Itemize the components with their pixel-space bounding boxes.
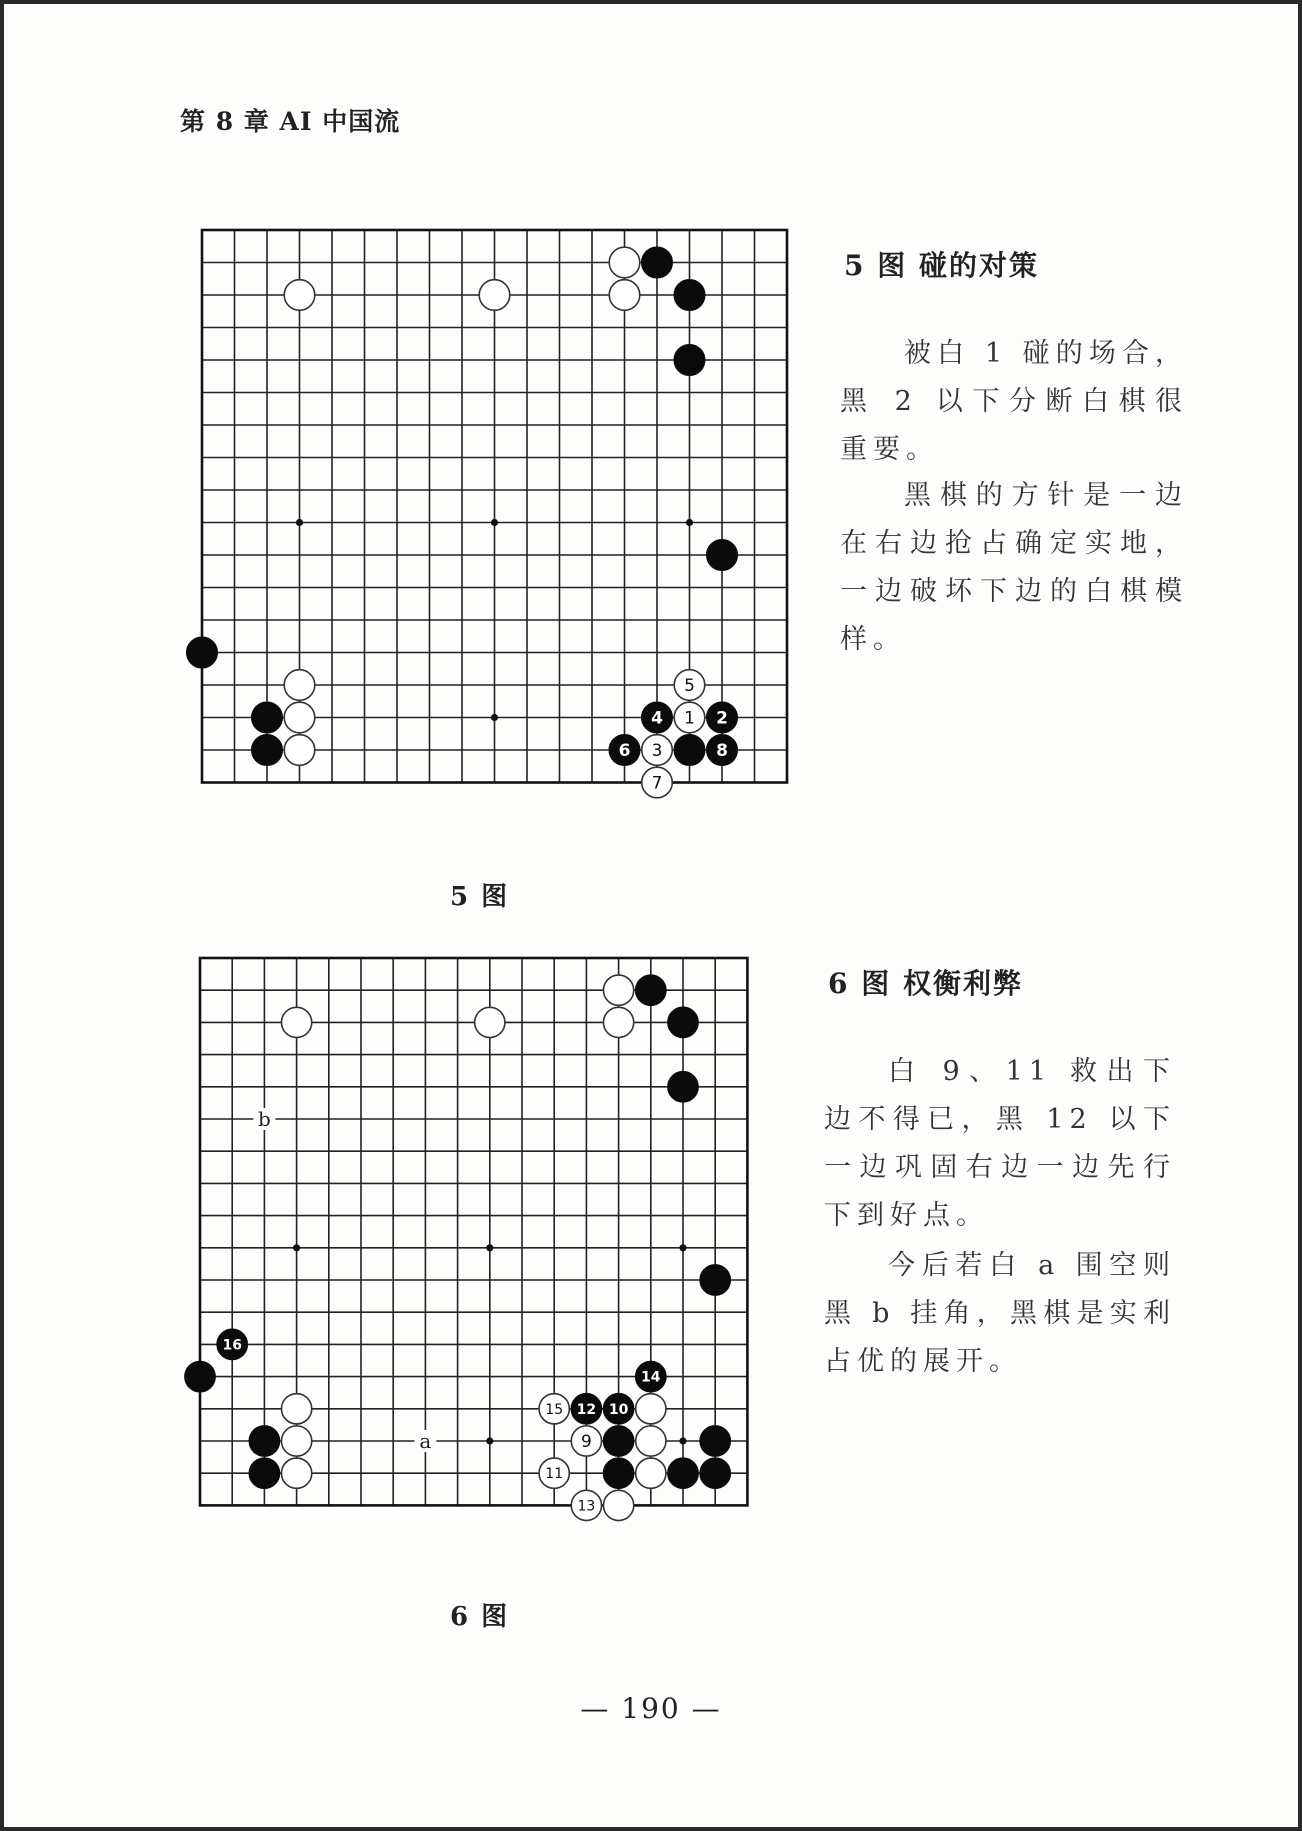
move-number-label: 12 [576, 1401, 597, 1418]
white-stone [636, 1458, 666, 1488]
black-stone [636, 975, 666, 1005]
move-number-label: 10 [608, 1401, 629, 1418]
star-point [491, 714, 498, 721]
figure-5-paragraph-1: 被白 1 碰的场合，黑 2 以下分断白棋很重要。 [840, 338, 1188, 465]
move-number-label: 14 [641, 1369, 661, 1386]
move-number-label: 15 [545, 1401, 564, 1418]
black-stone [674, 735, 705, 766]
move-number-label: 4 [651, 708, 663, 729]
black-stone [642, 247, 673, 278]
white-stone [281, 1426, 311, 1456]
white-stone-move-11 [539, 1458, 569, 1488]
figure-6-paragraph-2: 今后若白 a 围空则黑 b 挂角，黑棋是实利占优的展开。 [824, 1250, 1176, 1377]
black-stone [700, 1265, 730, 1295]
black-stone [187, 637, 218, 668]
marker-label: a [419, 1429, 432, 1453]
white-stone [475, 1007, 505, 1037]
white-stone [284, 670, 315, 701]
black-stone [252, 735, 283, 766]
white-stone-move-7 [642, 767, 673, 798]
move-number-label: 6 [618, 741, 631, 762]
black-stone [249, 1426, 279, 1456]
white-stone-move-5 [674, 670, 705, 701]
star-point [486, 1437, 493, 1444]
star-point [686, 519, 693, 526]
white-stone [281, 1007, 311, 1037]
black-stone-move-6 [609, 735, 640, 766]
figure-caption-5: 5 图 [450, 882, 510, 912]
white-stone-move-1 [674, 702, 705, 733]
white-stone [609, 247, 640, 278]
move-number-label: 13 [577, 1498, 596, 1515]
star-point [679, 1437, 686, 1444]
white-stone-move-15 [539, 1394, 569, 1424]
white-stone [281, 1458, 311, 1488]
figure-6-paragraph-1: 白 9、11 救出下边不得已，黑 12 以下一边巩固右边一边先行下到好点。 [824, 1056, 1176, 1231]
board-marker-a [414, 1429, 436, 1453]
black-stone [252, 702, 283, 733]
move-number-label: 16 [222, 1337, 242, 1354]
figure-heading-6: 6 图 权衡利弊 [828, 967, 1023, 1000]
move-number-label: 3 [651, 741, 663, 762]
black-stone [668, 1072, 698, 1102]
move-number-label: 1 [684, 708, 695, 729]
black-stone [185, 1361, 215, 1391]
figure-caption-6: 6 图 [450, 1602, 510, 1632]
go-board-figure-5 [198, 226, 798, 826]
board-grid [200, 958, 747, 1505]
black-stone-move-8 [707, 735, 738, 766]
white-stone [636, 1426, 666, 1456]
black-stone-move-4 [642, 702, 673, 733]
white-stone [609, 280, 640, 311]
white-stone [281, 1394, 311, 1424]
black-stone [668, 1458, 698, 1488]
white-stone [636, 1394, 666, 1424]
figure-heading-5: 5 图 碰的对策 [844, 249, 1039, 282]
white-stone-move-13 [571, 1490, 601, 1520]
page-number: — 190 — [580, 1692, 722, 1725]
black-stone [249, 1458, 279, 1488]
star-point [486, 1244, 493, 1251]
star-point [293, 1244, 300, 1251]
white-stone-move-3 [642, 735, 673, 766]
black-stone-move-12 [571, 1394, 601, 1424]
move-number-label: 8 [716, 741, 728, 762]
black-stone [700, 1458, 730, 1488]
white-stone [603, 975, 633, 1005]
board-marker-b [253, 1107, 275, 1131]
move-number-label: 11 [545, 1466, 564, 1483]
white-stone [603, 1490, 633, 1520]
black-stone [700, 1426, 730, 1456]
black-stone-move-2 [707, 702, 738, 733]
black-stone [668, 1007, 698, 1037]
white-stone [284, 280, 315, 311]
move-number-label: 2 [716, 708, 728, 729]
black-stone [603, 1458, 633, 1488]
move-number-label: 5 [684, 676, 695, 697]
black-stone-move-10 [603, 1394, 633, 1424]
move-number-label: 7 [651, 773, 663, 794]
board-border [200, 958, 747, 1505]
star-point [491, 519, 498, 526]
star-point [679, 1244, 686, 1251]
black-stone [603, 1426, 633, 1456]
chapter-header: 第 8 章 AI 中国流 [180, 107, 401, 136]
black-stone [707, 540, 738, 571]
go-board-figure-6 [198, 950, 798, 1550]
white-stone [603, 1007, 633, 1037]
move-number-label: 9 [580, 1432, 592, 1453]
marker-label: b [257, 1107, 271, 1131]
board-grid [202, 230, 787, 783]
black-stone-move-16 [217, 1329, 247, 1359]
white-stone [284, 735, 315, 766]
white-stone [284, 702, 315, 733]
star-point [296, 519, 303, 526]
black-stone [674, 280, 705, 311]
black-stone [674, 345, 705, 376]
white-stone-move-9 [571, 1426, 601, 1456]
white-stone [479, 280, 510, 311]
book-page [4, 4, 1298, 1827]
figure-5-paragraph-2: 黑棋的方针是一边在右边抢占确定实地，一边破坏下边的白棋模样。 [840, 480, 1188, 655]
black-stone-move-14 [636, 1361, 666, 1391]
